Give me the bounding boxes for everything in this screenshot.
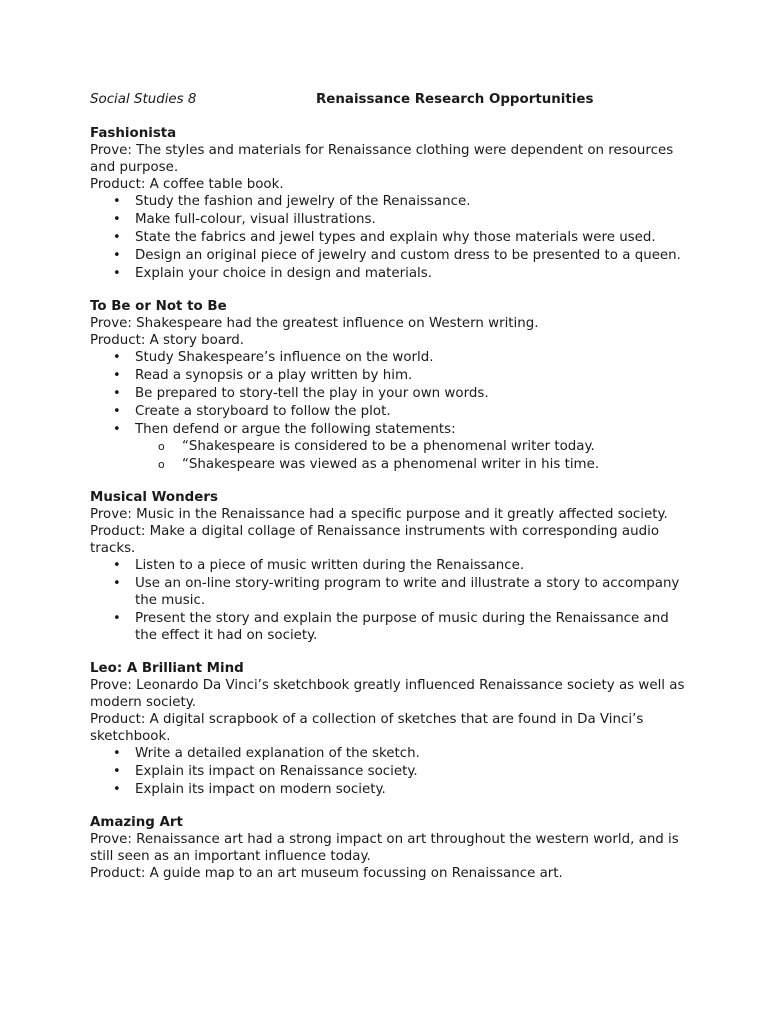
list-item-text: Explain its impact on modern society. <box>135 782 386 797</box>
list-item-text: State the fabrics and jewel types and explain why those materials were used. <box>135 230 656 245</box>
list-item-text: Create a storyboard to follow the plot. <box>135 404 391 419</box>
bullet-icon: • <box>113 230 121 245</box>
product-statement: Product: A guide map to an art museum focussing on Renaissance art. <box>90 866 563 881</box>
list-item-text: Be prepared to story-tell the play in your own words. <box>135 386 489 401</box>
sub-list-item-text: “Shakespeare was viewed as a phenomenal writer in his time. <box>182 457 600 472</box>
list-item-text: Then defend or argue the following statements: <box>135 422 456 437</box>
list-item-text: Read a synopsis or a play written by him. <box>135 368 413 383</box>
list-item-text: Make full-colour, visual illustrations. <box>135 212 376 227</box>
list-item <box>90 763 690 780</box>
bullet-icon: • <box>113 350 121 365</box>
bullet-icon: • <box>113 764 121 779</box>
bullet-icon: • <box>113 404 121 419</box>
list-item <box>90 229 690 246</box>
bullet-icon: • <box>113 212 121 227</box>
bullet-icon: • <box>113 422 121 437</box>
prove-statement: Prove: Renaissance art had a strong impact on art throughout the western world, and is still seen as an important influence today. <box>90 832 679 864</box>
document-body <box>90 125 690 898</box>
product-statement: Product: Make a digital collage of Renaissance instruments with corresponding audio tracks. <box>90 524 660 556</box>
task-list <box>90 557 690 644</box>
bullet-icon: • <box>113 386 121 401</box>
list-item <box>90 367 690 384</box>
list-item <box>90 781 690 798</box>
section-musical-wonders <box>90 489 690 644</box>
bullet-icon: • <box>113 576 121 591</box>
document-header <box>90 91 730 111</box>
bullet-icon: • <box>113 248 121 263</box>
list-item-text: Explain its impact on Renaissance society. <box>135 764 418 779</box>
list-item <box>90 403 690 420</box>
task-list <box>90 745 690 798</box>
list-item <box>90 745 690 762</box>
section-amazing-art <box>90 814 690 882</box>
sub-list-item <box>90 438 690 455</box>
list-item <box>90 610 690 644</box>
bullet-icon: • <box>113 611 121 626</box>
sub-list <box>135 438 690 473</box>
list-item-text: Present the story and explain the purpose of music during the Renaissance and the effect it had on society. <box>135 611 669 643</box>
section-fashionista <box>90 125 690 282</box>
circle-bullet-icon: o <box>158 458 165 471</box>
prove-statement: Prove: Music in the Renaissance had a specific purpose and it greatly affected society. <box>90 507 668 522</box>
sub-list-item <box>90 456 690 473</box>
list-item <box>90 193 690 210</box>
product-statement: Product: A digital scrapbook of a collection of sketches that are found in Da Vinci’s sketchbook. <box>90 712 644 744</box>
product-statement: Product: A coffee table book. <box>90 177 284 192</box>
sub-list-item-text: “Shakespeare is considered to be a phenomenal writer today. <box>182 439 595 454</box>
circle-bullet-icon: o <box>158 440 165 453</box>
list-item <box>90 385 690 402</box>
product-statement: Product: A story board. <box>90 333 245 348</box>
list-item <box>90 265 690 282</box>
section-heading: Fashionista <box>90 126 177 141</box>
section-heading: To Be or Not to Be <box>90 299 227 314</box>
bullet-icon: • <box>113 746 121 761</box>
list-item <box>90 349 690 366</box>
bullet-icon: • <box>113 266 121 281</box>
list-item <box>90 211 690 228</box>
prove-statement: Prove: The styles and materials for Renaissance clothing were dependent on resources and purpose. <box>90 143 674 175</box>
list-item <box>90 575 690 609</box>
prove-statement: Prove: Leonardo Da Vinci’s sketchbook greatly influenced Renaissance society as well as modern society. <box>90 678 685 710</box>
bullet-icon: • <box>113 558 121 573</box>
section-heading: Amazing Art <box>90 815 183 830</box>
bullet-icon: • <box>113 368 121 383</box>
section-heading: Musical Wonders <box>90 490 218 505</box>
list-item <box>90 247 690 264</box>
list-item-text: Design an original piece of jewelry and custom dress to be presented to a queen. <box>135 248 681 263</box>
list-item-text: Write a detailed explanation of the sketch. <box>135 746 420 761</box>
list-item-text: Use an on-line story-writing program to write and illustrate a story to accompany the music. <box>135 576 680 608</box>
list-item <box>90 557 690 574</box>
bullet-icon: • <box>113 194 121 209</box>
bullet-icon: • <box>113 782 121 797</box>
list-item-text: Explain your choice in design and materials. <box>135 266 432 281</box>
list-item-text: Listen to a piece of music written during the Renaissance. <box>135 558 525 573</box>
list-item-text: Study Shakespeare’s influence on the world. <box>135 350 434 365</box>
prove-statement: Prove: Shakespeare had the greatest influence on Western writing. <box>90 316 539 331</box>
list-item <box>90 421 690 473</box>
section-heading: Leo: A Brilliant Mind <box>90 661 244 676</box>
task-list <box>90 349 690 473</box>
course-name: Social Studies 8 <box>90 92 197 107</box>
section-to-be-or-not-to-be <box>90 298 690 473</box>
section-leo-a-brilliant-mind <box>90 660 690 798</box>
list-item-text: Study the fashion and jewelry of the Renaissance. <box>135 194 471 209</box>
page-title: Renaissance Research Opportunities <box>316 92 594 107</box>
task-list <box>90 193 690 282</box>
